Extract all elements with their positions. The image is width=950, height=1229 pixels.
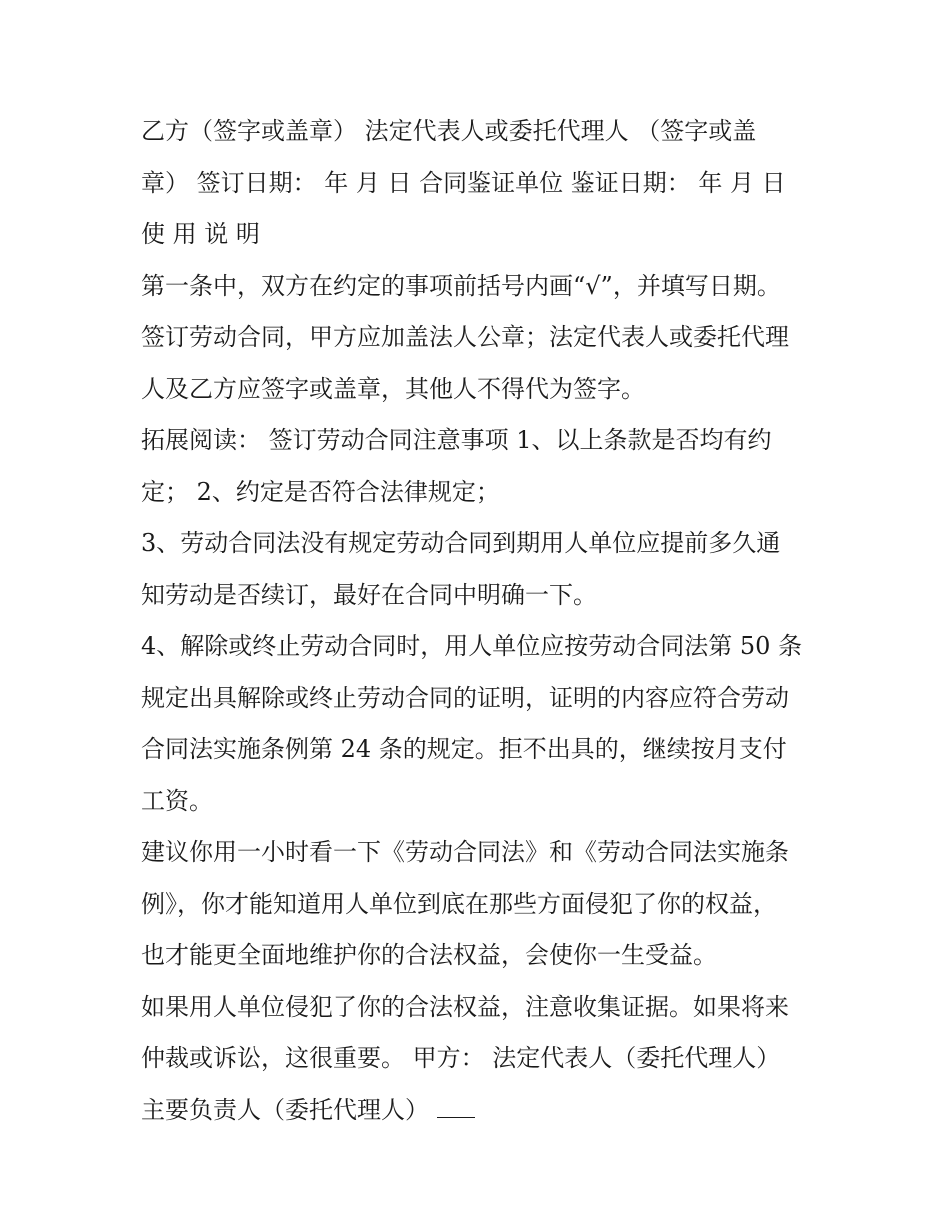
text-line: 建议你用一小时看一下《劳动合同法》和《劳动合同法实施条 xyxy=(141,838,789,866)
text-line: 工资。 xyxy=(141,786,213,815)
document-body xyxy=(141,106,821,1136)
text-line: 章） 签订日期： 年 月 日 合同鉴证单位 鉴证日期： 年 月 日 xyxy=(141,168,786,197)
text-line: 规定出具解除或终止劳动合同的证明，证明的内容应符合劳动 xyxy=(141,683,789,712)
text-line: 合同法实施条例第 24 条的规定。拒不出具的，继续按月支付 xyxy=(141,735,787,763)
text-line: 例》，你才能知道用人单位到底在那些方面侵犯了你的权益， xyxy=(141,889,777,918)
text-line: 签订劳动合同，甲方应加盖法人公章；法定代表人或委托代理 xyxy=(141,323,789,351)
text-line: 拓展阅读： 签订劳动合同注意事项 1、以上条款是否均有约 xyxy=(141,426,772,454)
text-line: 乙方（签字或盖章） 法定代表人或委托代理人 （签字或盖 xyxy=(141,117,757,145)
text-line: 4、解除或终止劳动合同时，用人单位应按劳动合同法第 50 条 xyxy=(141,632,803,660)
signature-line xyxy=(141,1085,821,1137)
text-line: 人及乙方应签字或盖章，其他人不得代为签字。 xyxy=(141,374,645,403)
text-line: 定； 2、约定是否符合法律规定； xyxy=(141,477,500,506)
text-line: 3、劳动合同法没有规定劳动合同到期用人单位应提前多久通 xyxy=(141,529,781,557)
text-line: 也才能更全面地维护你的合法权益，会使你一生受益。 xyxy=(141,941,717,969)
text-line: 知劳动是否续订，最好在合同中明确一下。 xyxy=(141,580,597,609)
signature-blank xyxy=(437,1097,475,1118)
text-line: 第一条中，双方在约定的事项前括号内画“√”，并填写日期。 xyxy=(141,271,781,300)
section-heading: 使 用 说 明 xyxy=(141,220,260,248)
text-line: 如果用人单位侵犯了你的合法权益，注意收集证据。如果将来 xyxy=(141,992,789,1021)
text-line: 仲裁或诉讼，这很重要。 甲方： 法定代表人（委托代理人） xyxy=(141,1044,781,1072)
signatory-label: 主要负责人（委托代理人） xyxy=(141,1095,429,1124)
